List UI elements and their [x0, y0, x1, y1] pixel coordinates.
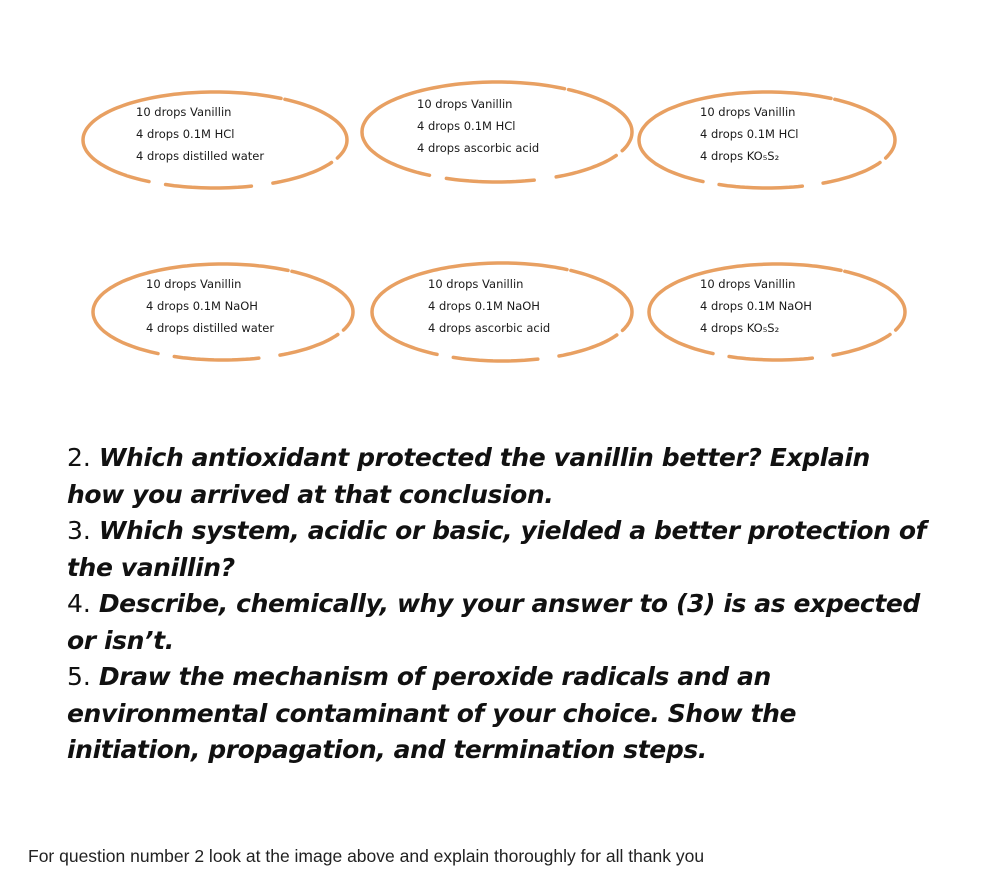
- question-5: [67, 659, 927, 769]
- question-number: 5.: [67, 662, 91, 691]
- sample-line: 10 drops Vanillin: [428, 277, 524, 291]
- oval-stroke-top-1: [166, 185, 252, 189]
- sample-diagram: [0, 0, 1004, 420]
- oval-stroke-top-1: [285, 99, 347, 158]
- sample-top-1-text: [136, 101, 264, 167]
- sample-line: 10 drops Vanillin: [700, 277, 796, 291]
- oval-stroke-top-2: [556, 156, 616, 177]
- oval-stroke-top-1: [273, 163, 332, 184]
- oval-stroke-top-3: [719, 185, 802, 189]
- sample-line: 4 drops KO₅S₂: [700, 321, 780, 335]
- oval-stroke-bottom-2: [453, 357, 538, 361]
- sample-line: 4 drops distilled water: [136, 149, 265, 163]
- sample-line: 4 drops 0.1M HCl: [136, 127, 235, 141]
- oval-stroke-bottom-3: [833, 335, 890, 356]
- question-text: Which antioxidant protected the vanillin better? Explain how you arrived at that conclusion.: [67, 443, 870, 509]
- sample-line: 10 drops Vanillin: [136, 105, 232, 119]
- sample-line: 4 drops 0.1M NaOH: [700, 299, 812, 313]
- oval-stroke-bottom-2: [559, 335, 617, 356]
- sample-bottom-2-text: [428, 273, 550, 339]
- question-number: 2.: [67, 443, 91, 472]
- question-list: [67, 440, 927, 769]
- sample-line: 10 drops Vanillin: [700, 105, 796, 119]
- sample-bottom-1-text: [146, 273, 274, 339]
- oval-stroke-bottom-1: [174, 357, 258, 361]
- question-2: [67, 440, 927, 513]
- oval-stroke-top-2: [569, 90, 633, 151]
- oval-stroke-top-2: [446, 178, 534, 182]
- question-4: [67, 586, 927, 659]
- question-text: Describe, chemically, why your answer to (3) is as expected or isn’t.: [67, 589, 920, 655]
- oval-stroke-bottom-2: [571, 270, 632, 330]
- oval-stroke-top-3: [835, 99, 895, 158]
- oval-stroke-bottom-1: [292, 271, 353, 330]
- sample-top-2-text: [417, 93, 539, 159]
- sample-line: 4 drops ascorbic acid: [417, 141, 540, 155]
- sample-line: 4 drops 0.1M NaOH: [428, 299, 540, 313]
- question-number: 4.: [67, 589, 91, 618]
- oval-stroke-bottom-3: [729, 357, 812, 361]
- oval-stroke-bottom-1: [280, 335, 338, 356]
- question-number: 3.: [67, 516, 91, 545]
- student-note: For question number 2 look at the image above and explain thoroughly for all thank you: [28, 846, 705, 866]
- question-3: [67, 513, 927, 586]
- sample-bottom-3-text: [700, 273, 812, 339]
- question-text: Which system, acidic or basic, yielded a better protection of the vanillin?: [67, 516, 927, 582]
- sample-line: 10 drops Vanillin: [146, 277, 242, 291]
- sample-line: 10 drops Vanillin: [417, 97, 513, 111]
- sample-line: 4 drops KO₅S₂: [700, 149, 780, 163]
- sample-line: 4 drops distilled water: [146, 321, 275, 335]
- sample-line: 4 drops 0.1M NaOH: [146, 299, 258, 313]
- oval-outlines: [0, 0, 1004, 420]
- oval-stroke-top-3: [823, 163, 880, 184]
- sample-line: 4 drops 0.1M HCl: [417, 119, 516, 133]
- oval-stroke-bottom-3: [845, 271, 905, 330]
- sample-line: 4 drops 0.1M HCl: [700, 127, 799, 141]
- sample-line: 4 drops ascorbic acid: [428, 321, 551, 335]
- question-text: Draw the mechanism of peroxide radicals and an environmental contaminant of your choice. Show the initiation, propagation, and termination steps.: [67, 662, 797, 764]
- sample-top-3-text: [700, 101, 798, 167]
